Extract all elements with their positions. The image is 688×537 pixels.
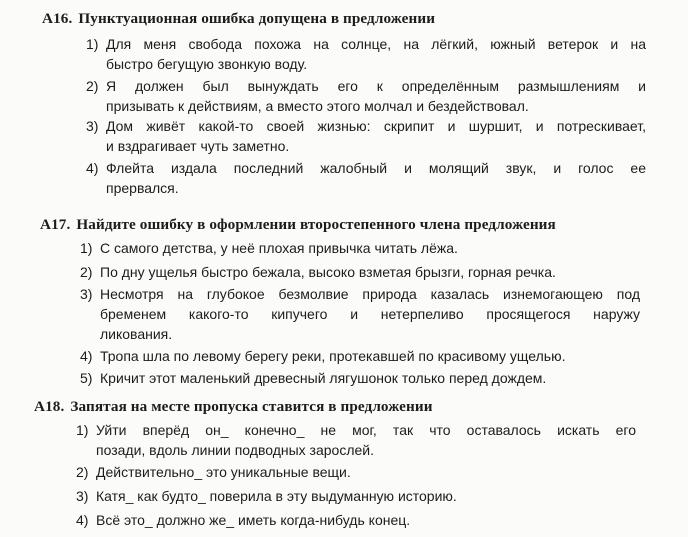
option-number: 2) — [80, 264, 93, 280]
question-text: Запятая на месте пропуска ставится в предложении — [70, 398, 433, 415]
option-number: 4) — [76, 512, 89, 528]
option-a17-4[interactable] — [80, 346, 640, 366]
option-number: 3) — [80, 286, 93, 302]
option-line: Тропа шла по левому берегу реки, протекавшей по красивому ущелью. — [100, 348, 566, 364]
question-a16-title — [42, 10, 435, 28]
option-a16-1[interactable] — [86, 34, 646, 74]
option-a16-3[interactable] — [86, 116, 646, 156]
option-line: и вздрагивает чуть заметно. — [106, 138, 290, 154]
option-number: 1) — [76, 422, 89, 438]
question-a17-title — [40, 216, 556, 234]
question-number: A16. — [42, 10, 73, 27]
option-number: 3) — [76, 488, 89, 504]
option-line: позади, вдоль линии подводных зарослей. — [96, 442, 374, 458]
option-a18-4[interactable] — [76, 510, 636, 530]
option-number: 1) — [86, 36, 99, 52]
option-a18-3[interactable] — [76, 486, 636, 506]
option-number: 3) — [86, 118, 99, 134]
option-number: 4) — [86, 160, 99, 176]
option-number: 1) — [80, 240, 93, 256]
option-line: призывать к действиям, а вместо этого молчал и бездействовал. — [106, 98, 529, 114]
option-line: Действительно_ это уникальные вещи. — [96, 464, 351, 480]
option-line: Флейта издала последний жалобный и молящий звук, и голос ее — [106, 160, 646, 176]
option-a16-4[interactable] — [86, 158, 646, 198]
option-line: Катя_ как будто_ поверила в эту выдуманную историю. — [96, 488, 457, 504]
option-a18-1[interactable] — [76, 420, 636, 460]
question-a18-title — [34, 398, 433, 416]
option-a16-2[interactable] — [86, 76, 646, 116]
option-line: С самого детства, у неё плохая привычка читать лёжа. — [100, 240, 458, 256]
option-line: Несмотря на глубокое безмолвие природа казалась изнемогающею под — [100, 286, 640, 302]
option-line: Для меня свобода похожа на солнце, на лёгкий, южный ветерок и на — [106, 36, 646, 52]
option-number: 2) — [86, 78, 99, 94]
option-line: Дом живёт какой-то своей жизнью: скрипит и шуршит, и потрескивает, — [106, 118, 646, 134]
question-number: A17. — [40, 216, 71, 233]
option-a17-3[interactable] — [80, 284, 640, 344]
question-text: Пунктуационная ошибка допущена в предложении — [78, 10, 436, 27]
option-line: Кричит этот маленький древесный лягушонок только перед дождем. — [100, 370, 547, 386]
option-line: По дну ущелья быстро бежала, высоко взметая брызги, горная речка. — [100, 264, 556, 280]
option-line: прервался. — [106, 180, 179, 196]
option-number: 5) — [80, 370, 93, 386]
option-a17-2[interactable] — [80, 262, 640, 282]
question-number: А18. — [34, 398, 65, 415]
option-line: ликования. — [100, 326, 173, 342]
option-a18-2[interactable] — [76, 462, 636, 482]
option-a17-5[interactable] — [80, 368, 640, 388]
option-line: быстро бегущую звонкую воду. — [106, 56, 308, 72]
option-a17-1[interactable] — [80, 238, 640, 258]
option-number: 4) — [80, 348, 93, 364]
option-line: Всё это_ должно же_ иметь когда-нибудь конец. — [96, 512, 411, 528]
option-line: Я должен был вынуждать его к определённым размышлениям и — [106, 78, 646, 94]
question-text: Найдите ошибку в оформлении второстепенного члена предложения — [76, 216, 556, 233]
option-line: Уйти вперёд он_ конечно_ не мог, так что оставалось искать его — [96, 422, 636, 438]
option-number: 2) — [76, 464, 89, 480]
option-line: бременем какого-то кипучего и нетерпеливо просящегося наружу — [100, 306, 640, 322]
